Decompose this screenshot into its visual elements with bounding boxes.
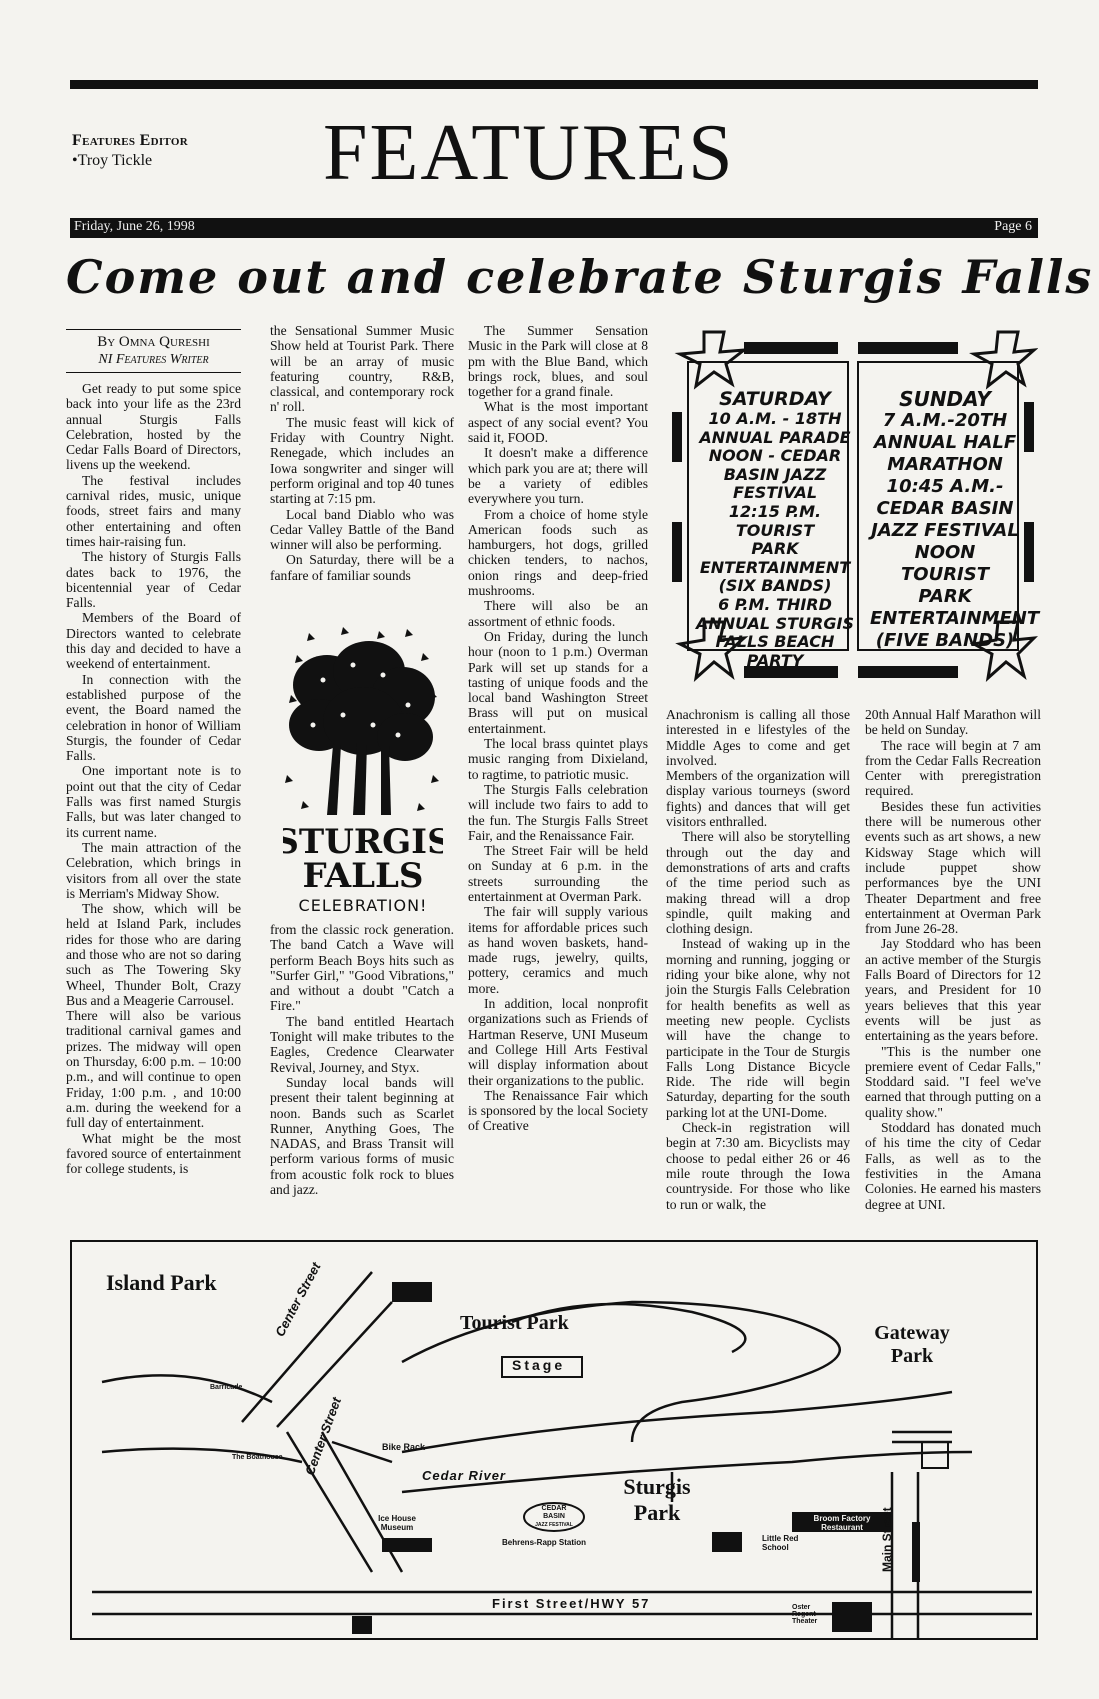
schedule-line: PARK <box>918 586 972 607</box>
schedule-line: (FIVE BANDS) <box>875 630 1015 651</box>
byline-role: NI Features Writer <box>98 352 209 367</box>
schedule-line: JAZZ FESTIVAL <box>871 520 1019 541</box>
paragraph: The Street Fair will be held on Sunday at 6 p.m. in the streets surrounding the entertainment at Overman Park. <box>468 843 648 904</box>
article-column-5 <box>865 707 1041 1212</box>
paragraph: Besides these fun activities there will be numerous other events such as art shows, a new Kidsway Stage which will include puppet show performances bye the UNI Theater Department and free entertainment at Overman Park from June 26-28. <box>865 798 1041 937</box>
event-map <box>70 1240 1038 1640</box>
gateway-park-line: Park <box>890 1345 934 1367</box>
stage-label: Stage <box>512 1357 566 1373</box>
sturgis-park-line: Park <box>633 1500 681 1525</box>
paragraph: The Sturgis Falls celebration will include two fairs to add to the fun. The Sturgis Falls Street Fair, and the Renaissance Fair. <box>468 781 648 843</box>
schedule-line: ANNUAL PARADE <box>699 427 851 447</box>
paragraph: The history of Sturgis Falls dates back to 1976, the bicentennial year of Cedar Falls. <box>66 549 241 611</box>
paragraph: The main attraction of the Celebration, which brings in visitors from all over the state is Merriam's Midway Show. <box>66 839 241 901</box>
cedar-basin-line: JAZZ FESTIVAL <box>535 1522 573 1528</box>
cedar-basin-label <box>534 1505 574 1529</box>
article-column-3 <box>468 323 648 1134</box>
page-number: Page 6 <box>994 219 1032 234</box>
schedule-line: MARATHON <box>887 454 1003 475</box>
paragraph: the Sensational Summer Music Show held at Tourist Park. There will be an array of music featuring country, R&B, classical, and contemporary rock n' roll. <box>270 323 454 415</box>
article-column-1 <box>66 326 241 1176</box>
paragraph: Members of the organization will display various tourneys (sword fights) and dances that will get visitors enthralled. <box>666 768 850 830</box>
paragraph: The local brass quintet plays music ranging from Dixieland, to ragtime, to patriotic music. <box>468 736 648 782</box>
schedule-line: 6 P.M. THIRD <box>718 594 832 614</box>
paragraph: 20th Annual Half Marathon will be held on Sunday. <box>865 707 1041 738</box>
sturgis-falls-logo <box>283 625 443 915</box>
schedule-line: (SIX BANDS) <box>718 576 832 596</box>
paragraph: The festival includes carnival rides, music, unique foods, street fairs and many other entertaining and often times hair-raising fun. <box>66 472 241 549</box>
paragraph: Anachronism is calling all those interested in e lifestyles of the Middle Ages to come and get involved. <box>666 707 850 768</box>
tourist-park-label: Tourist Park <box>460 1312 569 1334</box>
article-headline: Come out and celebrate Sturgis Falls <box>66 250 1094 304</box>
ice-house-label: Ice House Museum <box>378 1514 416 1532</box>
broom-factory-label: Broom Factory Restaurant <box>813 1514 871 1532</box>
paragraph: "This is the number one premiere event of Cedar Falls," Stoddard said. "I feel we've earned that through putting on a quality show." <box>865 1043 1041 1120</box>
paragraph: The Summer Sensation Music in the Park will close at 8 pm with the Blue Band, which brings rock, blues, and soul together for a grand finale. <box>468 323 648 400</box>
editor-credit <box>72 131 188 171</box>
schedule-line: 12:15 P.M. TOURIST <box>728 501 822 540</box>
sunday-heading: SUNDAY <box>899 387 991 411</box>
schedule-line: PARK <box>751 539 799 559</box>
paragraph: There will also be an assortment of ethnic foods. <box>468 598 648 629</box>
top-rule <box>70 80 1038 89</box>
ice-house-building <box>382 1538 432 1552</box>
tree-illustration <box>283 625 443 915</box>
paragraph: The show, which will be held at Island Park, includes rides for those who are daring and those who are not so daring such as The Towering Sky Wheel, Thunder Bolt, Crazy Bus and a Meagerie Carrousel. <box>66 901 241 1008</box>
paragraph: Instead of waking up in the morning and running, jogging or riding your bike alone, why not join the Sturgis Falls Celebration for health benefits as well as meeting new people. Cyclists will have the change to participate in the Tour de Sturgis Falls Long Distance Bicycle Ride. The ride will begin Saturday, departing for the south parking lot at the UNI-Dome. <box>666 936 850 1120</box>
boathouse-label: The Boathouse <box>232 1454 283 1461</box>
oster-regent-label: Oster Regent Theater <box>792 1604 818 1625</box>
paragraph: Jay Stoddard who has been an active member of the Sturgis Falls Board of Directors for 12 years, and President for 10 years believes that this year events will be just as entertaining as the years before. <box>865 936 1041 1044</box>
schedule-line: CEDAR BASIN <box>876 498 1014 519</box>
schedule-line: FALLS BEACH PARTY <box>715 632 835 670</box>
editor-title: Features Editor <box>72 132 188 149</box>
schedule-line: NOON TOURIST <box>901 542 989 585</box>
sturgis-park-line: Sturgis <box>623 1474 691 1499</box>
paragraph: On Friday, during the lunch hour (noon to 1 p.m.) Overman Park will set up stands for a tasting of unique foods and the local band Washington Street Brass will put on musical entertainment. <box>468 628 648 736</box>
paragraph: Stoddard has donated much of his time the city of Cedar Falls, as well as to the festivities in the Amana Colonies. He earned his masters degree at UNI. <box>865 1120 1041 1212</box>
paragraph: There will also be storytelling through out the day and demonstrations of arts and crafts of the time period such as making thread will a drop spindle, quilt making and clothing design. <box>666 829 850 937</box>
paragraph: Local band Diablo who was Cedar Valley Battle of the Band winner will also be performing. <box>270 506 454 553</box>
article-column-2-bottom <box>270 922 454 1197</box>
byline-name: By Omna Qureshi <box>97 334 210 350</box>
schedule-line: 10:45 A.M.- <box>886 476 1004 497</box>
paragraph: In addition, local nonprofit organizations such as Friends of Hartman Reserve, UNI Museum and College Hill Arts Festival will display information about their organizations to the public. <box>468 996 648 1088</box>
date-bar <box>70 218 1038 238</box>
schedule-line: ENTERTAINMENT <box>699 557 851 577</box>
saturday-schedule <box>692 388 858 670</box>
paragraph: Check-in registration will begin at 7:30 am. Bicyclists may choose to pedal either 26 or 46 mile route through the Iowa countryside. For those who like to run or walk, the <box>666 1120 850 1212</box>
schedule-line: ENTERTAINMENT <box>870 608 1040 629</box>
paragraph: The band entitled Heartach Tonight will make tributes to the Eagles, Credence Clearwater Revival, Journey, and Styx. <box>270 1013 454 1075</box>
paragraph: What is the most important aspect of any social event? You said it, FOOD. <box>468 399 648 446</box>
little-red-school-label: Little Red School <box>762 1534 799 1552</box>
schedule-line: ANNUAL HALF <box>873 432 1017 453</box>
island-park-label: Island Park <box>106 1270 217 1295</box>
section-masthead: FEATURES <box>323 109 735 197</box>
cedar-basin-line: BASIN <box>543 1513 565 1520</box>
restroom-icon <box>392 1282 432 1302</box>
sunday-schedule <box>870 387 1040 652</box>
paragraph: The race will begin at 7 am from the Cedar Falls Recreation Center with preregistration required. <box>865 737 1041 799</box>
issue-date: Friday, June 26, 1998 <box>74 219 195 234</box>
cedar-basin-line: CEDAR <box>541 1505 567 1512</box>
barricade-label: Barricade <box>210 1384 243 1391</box>
schedule-line: FESTIVAL <box>732 483 818 503</box>
byline-rule-top <box>66 329 241 330</box>
article-column-4 <box>666 707 850 1212</box>
paragraph: Sunday local bands will present their talent beginning at noon. Bands such as Scarlet Runner, Anything Goes, The NADAS, and Brass Transit will perform various forms of music from acoustic folk rock to blues and jazz. <box>270 1074 454 1198</box>
little-red-school-building <box>712 1532 742 1552</box>
center-street-label-south: Center Street <box>302 1395 345 1478</box>
editor-name: •Troy Tickle <box>72 152 153 169</box>
logo-falls: FALLS <box>302 856 424 896</box>
paragraph: It doesn't make a difference which park you are at; there will be a variety of edibles everywhere you turn. <box>468 445 648 507</box>
paragraph: What might be the most favored source of entertainment for college students, is <box>66 1130 241 1177</box>
paragraph: From a choice of home style American foods such as hamburgers, hot dogs, grilled chicken tenders, to nachos, onion rings and deep-fried mushrooms. <box>468 506 648 599</box>
schedule-line: 7 A.M.-20TH <box>882 410 1008 431</box>
paragraph: The music feast will kick of Friday with Country Night. Renegade, which includes an Iowa songwriter and singer will perform original and top 40 tunes starting at 7:15 pm. <box>270 414 454 507</box>
schedule-line: ANNUAL STURGIS <box>696 613 854 633</box>
map-drawing <box>72 1242 1036 1638</box>
sturgis-park-label <box>622 1474 692 1526</box>
paragraph: One important note is to point out that the city of Cedar Falls was first named Sturgis Falls, but was later changed to its current name. <box>66 763 241 840</box>
bike-rack-label: Bike Rack <box>382 1442 426 1452</box>
saturday-heading: SATURDAY <box>719 388 831 410</box>
paragraph: In connection with the established purpose of the event, the Board named the celebration in honor of William Sturgis, the founder of Cedar Falls. <box>66 671 241 764</box>
paragraph: Members of the Board of Directors wanted to celebrate this day and decided to have a weekend of entertainment. <box>66 610 241 672</box>
logo-sturgis: STURGIS <box>283 822 443 862</box>
center-street-label-north: Center Street <box>272 1259 324 1340</box>
cedar-river-label: Cedar River <box>422 1468 506 1483</box>
first-street-label: First Street/HWY 57 <box>492 1596 651 1611</box>
logo-celebration: CELEBRATION! <box>298 896 428 915</box>
main-street-label: Main Street <box>880 1507 894 1572</box>
paragraph: The fair will supply various items for affordable prices such as hand woven baskets, hand-made rugs, jewelry, quilts, pottery, ceramics and much more. <box>468 904 648 996</box>
paragraph: On Saturday, there will be a fanfare of familiar sounds <box>270 552 454 583</box>
schedule-line: 10 A.M. - 18TH <box>708 409 842 428</box>
oster-regent-building <box>832 1602 872 1632</box>
paragraph: Get ready to put some spice back into your life as the 23rd annual Sturgis Falls Celebration, hosted by the Cedar Falls Board of Directors, livens up the weekend. <box>66 381 241 473</box>
paragraph: The Renaissance Fair which is sponsored by the local Society of Creative <box>468 1087 648 1134</box>
byline <box>66 333 241 369</box>
schedule-line: BASIN JAZZ <box>723 464 827 484</box>
behrens-rapp-label: Behrens-Rapp Station <box>502 1538 587 1547</box>
gateway-park-line: Gateway <box>874 1322 950 1344</box>
gateway-park-label <box>872 1322 952 1368</box>
schedule-line: NOON - CEDAR <box>708 446 842 466</box>
paragraph: There will also be various traditional carnival games and prizes. The midway will open on Thursday, 6:00 p.m. – 10:00 p.m., and will continue to open Friday, 1:00 p.m. , and 10:00 a.m. during the weekend for a full day of entertainment. <box>66 1008 241 1131</box>
article-column-2-top <box>270 323 454 583</box>
byline-rule-bottom <box>66 372 241 373</box>
paragraph: from the classic rock generation. The band Catch a Wave will perform Beach Boys hits such as "Surfer Girl," "Good Vibrations," and without a doubt "Catch a Fire." <box>270 922 454 1014</box>
